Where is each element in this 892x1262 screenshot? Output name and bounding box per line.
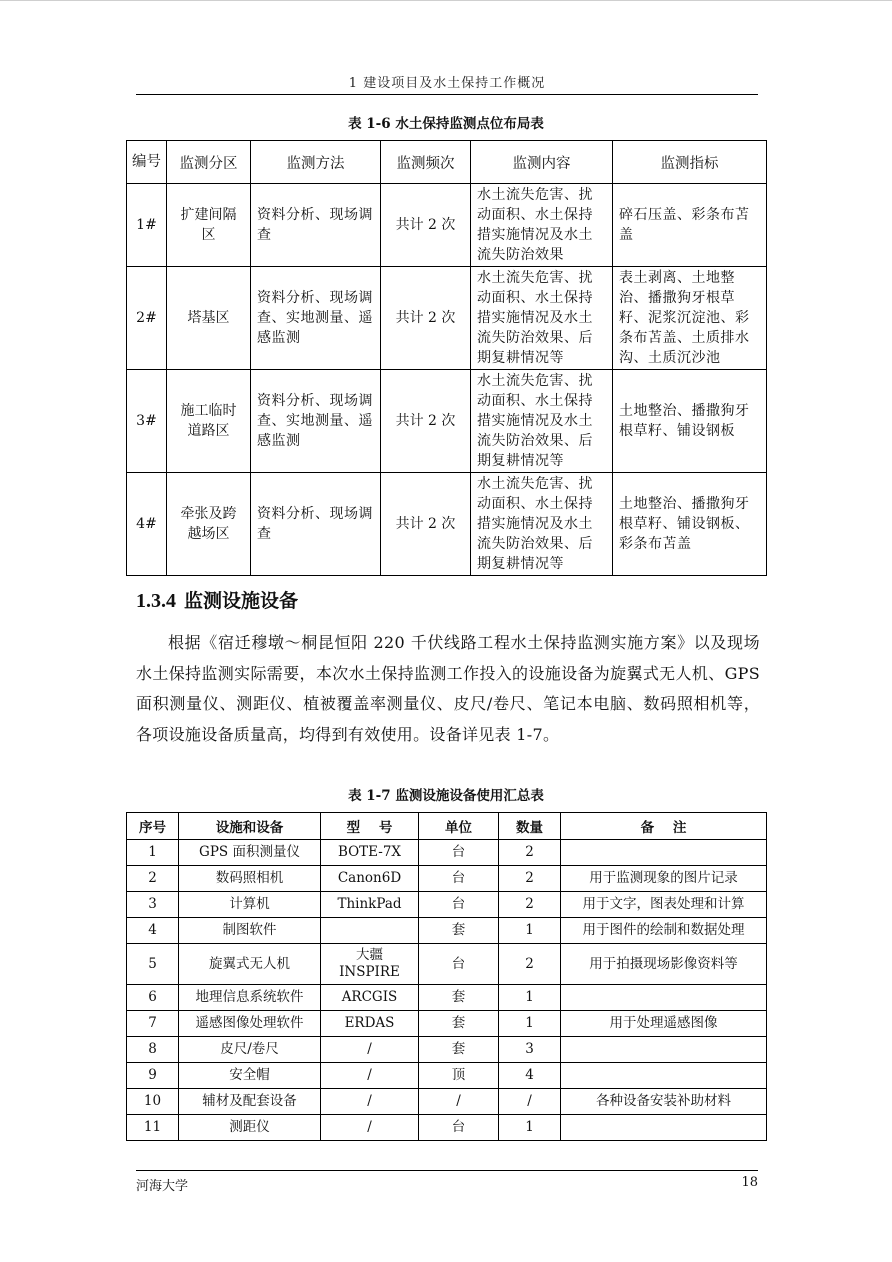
cell-model: ERDAS	[321, 1011, 419, 1037]
cell-method: 资料分析、现场调查、实地测量、遥感监测	[251, 370, 381, 473]
cell-indicator: 土地整治、播撒狗牙根草籽、铺设钢板、彩条布苫盖	[613, 473, 767, 576]
cell-model: /	[321, 1089, 419, 1115]
cell-remarks: 用于文字，图表处理和计算	[561, 892, 767, 918]
cell-model: /	[321, 1037, 419, 1063]
table-row	[127, 892, 767, 918]
cell-equipment: 数码照相机	[179, 866, 321, 892]
cell-quantity: 1	[499, 918, 561, 944]
table-1-7-caption: 表 1-7 监测设施设备使用汇总表	[348, 788, 544, 804]
cell-zone: 牵张及跨越场区	[167, 473, 251, 576]
section-heading	[136, 586, 298, 613]
cell-quantity: 1	[499, 985, 561, 1011]
cell-remarks: 各种设备安装补助材料	[561, 1089, 767, 1115]
cell-unit: 套	[419, 1011, 499, 1037]
header-rule	[136, 94, 758, 95]
cell-unit: 台	[419, 1115, 499, 1141]
cell-seq: 8	[127, 1037, 179, 1063]
cell-quantity: /	[499, 1089, 561, 1115]
table-row	[127, 866, 767, 892]
cell-equipment: GPS 面积测量仪	[179, 840, 321, 866]
footer-rule	[136, 1170, 758, 1171]
col-header-equipment: 设施和设备	[179, 813, 321, 840]
cell-equipment: 制图软件	[179, 918, 321, 944]
cell-model: BOTE-7X	[321, 840, 419, 866]
section-title: 监测设施设备	[184, 590, 299, 612]
cell-content: 水土流失危害、扰动面积、水土保持措实施情况及水土流失防治效果、后期复耕情况等	[471, 267, 613, 370]
cell-quantity: 1	[499, 1115, 561, 1141]
cell-unit: /	[419, 1089, 499, 1115]
cell-equipment: 皮尺/卷尺	[179, 1037, 321, 1063]
cell-indicator: 表土剥离、土地整治、播撒狗牙根草籽、泥浆沉淀池、彩条布苫盖、土质排水沟、土质沉沙池	[613, 267, 767, 370]
cell-content: 水土流失危害、扰动面积、水土保持措实施情况及水土流失防治效果	[471, 184, 613, 267]
col-header-id: 编号	[127, 141, 167, 184]
col-header-unit: 单位	[419, 813, 499, 840]
cell-id: 1#	[127, 184, 167, 267]
cell-remarks: 用于拍摄现场影像资料等	[561, 944, 767, 985]
col-header-seq: 序号	[127, 813, 179, 840]
cell-equipment: 辅材及配套设备	[179, 1089, 321, 1115]
footer-institution: 河海大学	[136, 1179, 189, 1194]
table-row	[127, 184, 767, 267]
cell-unit: 套	[419, 918, 499, 944]
table-row	[127, 985, 767, 1011]
cell-remarks: 用于处理遥感图像	[561, 1011, 767, 1037]
table-1-6-caption: 表 1-6 水土保持监测点位布局表	[348, 116, 544, 132]
cell-remarks	[561, 985, 767, 1011]
table-header-row	[127, 813, 767, 840]
cell-remarks	[561, 1037, 767, 1063]
cell-zone: 扩建间隔区	[167, 184, 251, 267]
cell-method: 资料分析、现场调查	[251, 184, 381, 267]
cell-id: 3#	[127, 370, 167, 473]
cell-model: ThinkPad	[321, 892, 419, 918]
cell-model: 大疆 INSPIRE	[321, 944, 419, 985]
page-number: 18	[741, 1175, 758, 1190]
cell-indicator: 碎石压盖、彩条布苫盖	[613, 184, 767, 267]
cell-seq: 2	[127, 866, 179, 892]
cell-seq: 3	[127, 892, 179, 918]
cell-unit: 套	[419, 1037, 499, 1063]
cell-quantity: 2	[499, 944, 561, 985]
table-row	[127, 918, 767, 944]
page-top-edge	[0, 0, 892, 1]
cell-frequency: 共计 2 次	[381, 473, 471, 576]
cell-equipment: 计算机	[179, 892, 321, 918]
section-number: 1.3.4	[136, 590, 176, 612]
table-row	[127, 370, 767, 473]
equipment-summary-table	[126, 812, 767, 1141]
cell-indicator: 土地整治、播撒狗牙根草籽、铺设钢板	[613, 370, 767, 473]
cell-unit: 顶	[419, 1063, 499, 1089]
cell-frequency: 共计 2 次	[381, 370, 471, 473]
cell-quantity: 2	[499, 892, 561, 918]
cell-zone: 施工临时道路区	[167, 370, 251, 473]
cell-equipment: 安全帽	[179, 1063, 321, 1089]
cell-quantity: 3	[499, 1037, 561, 1063]
cell-unit: 套	[419, 985, 499, 1011]
table-row	[127, 944, 767, 985]
cell-remarks	[561, 840, 767, 866]
cell-frequency: 共计 2 次	[381, 267, 471, 370]
cell-unit: 台	[419, 944, 499, 985]
cell-content: 水土流失危害、扰动面积、水土保持措实施情况及水土流失防治效果、后期复耕情况等	[471, 473, 613, 576]
cell-seq: 1	[127, 840, 179, 866]
cell-quantity: 1	[499, 1011, 561, 1037]
cell-seq: 7	[127, 1011, 179, 1037]
cell-model: ARCGIS	[321, 985, 419, 1011]
cell-seq: 10	[127, 1089, 179, 1115]
table-row	[127, 840, 767, 866]
table-row	[127, 1011, 767, 1037]
cell-remarks: 用于图件的绘制和数据处理	[561, 918, 767, 944]
body-paragraph: 根据《宿迁穆墩～桐昆恒阳 220 千伏线路工程水土保持监测实施方案》以及现场水土保持监测实际需要，本次水土保持监测工作投入的设施设备为旋翼式无人机、GPS 面积测量仪、测距仪、植被覆盖率测量仪、皮尺/卷尺、笔记本电脑、数码照相机等，各项设施设备质量高，均得到有效使用。设备详见表 1-7。	[136, 633, 760, 744]
col-header-remarks: 备 注	[561, 813, 767, 840]
col-header-method: 监测方法	[251, 141, 381, 184]
cell-zone: 塔基区	[167, 267, 251, 370]
cell-model: /	[321, 1063, 419, 1089]
col-header-quantity: 数量	[499, 813, 561, 840]
cell-seq: 5	[127, 944, 179, 985]
cell-id: 4#	[127, 473, 167, 576]
cell-model: /	[321, 1115, 419, 1141]
col-header-zone: 监测分区	[167, 141, 251, 184]
cell-content: 水土流失危害、扰动面积、水土保持措实施情况及水土流失防治效果、后期复耕情况等	[471, 370, 613, 473]
cell-model: Canon6D	[321, 866, 419, 892]
cell-equipment: 地理信息系统软件	[179, 985, 321, 1011]
monitoring-points-table	[126, 140, 767, 576]
cell-frequency: 共计 2 次	[381, 184, 471, 267]
table-row	[127, 267, 767, 370]
cell-equipment: 遥感图像处理软件	[179, 1011, 321, 1037]
cell-method: 资料分析、现场调查	[251, 473, 381, 576]
col-header-frequency: 监测频次	[381, 141, 471, 184]
cell-equipment: 旋翼式无人机	[179, 944, 321, 985]
running-header: 1 建设项目及水土保持工作概况	[348, 76, 546, 91]
cell-quantity: 4	[499, 1063, 561, 1089]
cell-model	[321, 918, 419, 944]
table-row	[127, 1063, 767, 1089]
cell-id: 2#	[127, 267, 167, 370]
cell-remarks	[561, 1115, 767, 1141]
cell-method: 资料分析、现场调查、实地测量、遥感监测	[251, 267, 381, 370]
cell-remarks: 用于监测现象的图片记录	[561, 866, 767, 892]
cell-seq: 9	[127, 1063, 179, 1089]
table-row	[127, 1089, 767, 1115]
cell-unit: 台	[419, 866, 499, 892]
col-header-content: 监测内容	[471, 141, 613, 184]
cell-seq: 6	[127, 985, 179, 1011]
cell-seq: 11	[127, 1115, 179, 1141]
table-row	[127, 1037, 767, 1063]
cell-unit: 台	[419, 840, 499, 866]
cell-quantity: 2	[499, 840, 561, 866]
col-header-indicator: 监测指标	[613, 141, 767, 184]
cell-remarks	[561, 1063, 767, 1089]
table-row	[127, 1115, 767, 1141]
table-header-row	[127, 141, 767, 184]
table-row	[127, 473, 767, 576]
cell-unit: 台	[419, 892, 499, 918]
cell-equipment: 测距仪	[179, 1115, 321, 1141]
cell-seq: 4	[127, 918, 179, 944]
cell-quantity: 2	[499, 866, 561, 892]
col-header-model: 型 号	[321, 813, 419, 840]
